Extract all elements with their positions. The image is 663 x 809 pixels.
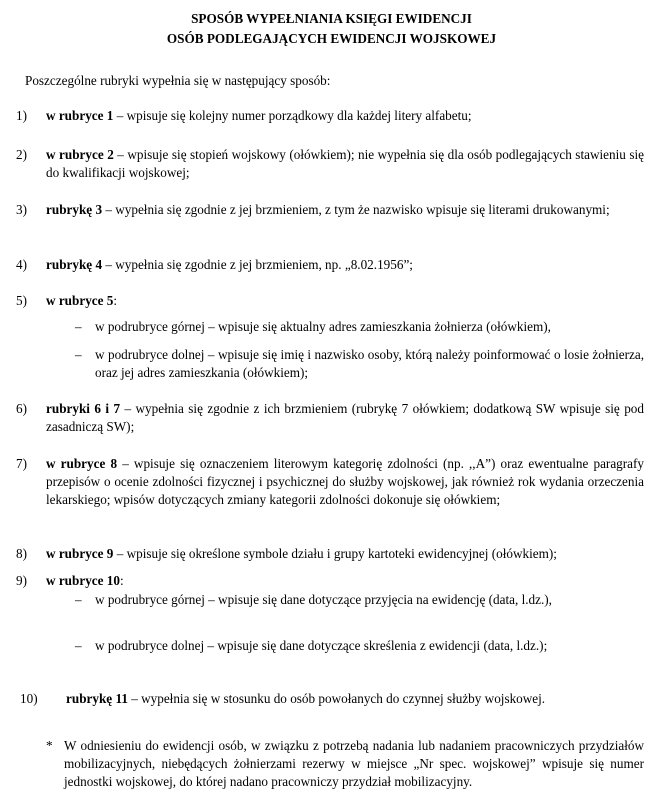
item-text: – wpisuje się oznaczeniem literowym kategorię zdolności (np. ,,A”) oraz ewentualne paragrafy przepisów o ocenie zdolności fizycznej i psychicznej do służby wojskowej, jak również rok wydania orzeczenia lekarskiego; wpisów dotyczących zmiany kategorii zdolności dokonuje się ołówkiem; [46, 456, 645, 507]
list-item-5 [16, 292, 644, 310]
item-text: – wpisuje się kolejny numer porządkowy dla każdej litery alfabetu; [113, 108, 472, 123]
dash-bullet: – [75, 638, 82, 653]
item-number: 10) [20, 691, 38, 706]
list-item-1 [16, 107, 644, 125]
footnote-asterisk: * [46, 738, 53, 753]
dash-bullet: – [75, 592, 82, 607]
list-item-6 [16, 400, 644, 436]
item-heading: w rubryce 10 [46, 573, 120, 588]
document-title [0, 9, 663, 49]
item-heading: rubrykę 4 [46, 257, 103, 272]
sub-item-9-lower [75, 637, 644, 655]
footnote [46, 737, 644, 791]
item-number: 3) [16, 202, 27, 217]
sub-item-text: w podrubryce górnej – wpisuje się aktualny adres zamieszkania żołnierza (ołówkiem), [95, 319, 551, 334]
sub-item-9-upper [75, 591, 644, 609]
item-text: : [119, 573, 124, 588]
item-number: 4) [16, 257, 27, 272]
item-number: 8) [16, 546, 27, 561]
sub-item-text: w podrubryce górnej – wpisuje się dane dotyczące przyjęcia na ewidencję (data, l.dz.), [95, 592, 552, 607]
item-heading: rubrykę 3 [46, 202, 103, 217]
item-text: – wpisuje się stopień wojskowy (ołówkiem); nie wypełnia się dla osób podlegających stawieniu się do kwalifikacji wojskowej; [46, 147, 644, 180]
item-number: 9) [16, 573, 27, 588]
item-text: – wypełnia się zgodnie z jej brzmieniem, np. „8.02.1956”; [102, 257, 413, 272]
item-text: – wpisuje się określone symbole działu i grupy kartoteki ewidencyjnej (ołówkiem); [113, 546, 557, 561]
list-item-3 [16, 201, 644, 219]
footnote-text: W odniesieniu do ewidencji osób, w związku z potrzebą nadania lub nadaniem pracowniczych przydziałów mobilizacyjnych, niebędących żołnierzami rezerwy w miejsce „Nr spec. wojskowej” wpisuje się numer jednostki wojskowej, do której nadano pracowniczy przydział mobilizacyjny. [64, 738, 644, 789]
list-item-2 [16, 146, 644, 182]
item-text: – wypełnia się w stosunku do osób powołanych do czynnej służby wojskowej. [127, 691, 546, 706]
sub-item-5-lower [75, 346, 644, 382]
item-text: : [113, 293, 118, 308]
item-heading: rubryki 6 i 7 [46, 401, 121, 416]
item-heading: w rubryce 5 [46, 293, 114, 308]
title-line-1: SPOSÓB WYPEŁNIANIA KSIĘGI EWIDENCJI [191, 11, 472, 26]
sub-item-5-upper [75, 318, 644, 336]
list-item-8 [16, 545, 644, 563]
list-item-9 [16, 572, 644, 590]
item-number: 1) [16, 108, 27, 123]
item-heading: w rubryce 8 [46, 456, 118, 471]
list-item-7 [16, 455, 645, 509]
list-item-10 [20, 690, 644, 708]
item-number: 7) [16, 456, 27, 471]
item-heading: w rubryce 9 [46, 546, 114, 561]
sub-item-text: w podrubryce dolnej – wpisuje się imię i nazwisko osoby, którą należy poinformować o losie żołnierza, oraz jej adres zamieszkania (ołówkiem); [95, 347, 644, 380]
item-text: – wypełnia się zgodnie z ich brzmieniem (rubrykę 7 ołówkiem; dodatkową SW wpisuje się pod zasadniczą SW); [46, 401, 644, 434]
item-text: – wypełnia się zgodnie z jej brzmieniem, z tym że nazwisko wpisuje się literami drukowanymi; [102, 202, 610, 217]
item-heading: rubrykę 11 [66, 691, 128, 706]
dash-bullet: – [75, 347, 82, 362]
title-line-2: OSÓB PODLEGAJĄCYCH EWIDENCJI WOJSKOWEJ [166, 31, 497, 46]
intro-text: Poszczególne rubryki wypełnia się w następujący sposób: [25, 73, 331, 88]
item-heading: w rubryce 2 [46, 147, 114, 162]
item-number: 2) [16, 147, 27, 162]
dash-bullet: – [75, 319, 82, 334]
item-number: 5) [16, 293, 27, 308]
list-item-4 [16, 256, 644, 274]
item-number: 6) [16, 401, 27, 416]
item-heading: w rubryce 1 [46, 108, 114, 123]
sub-item-text: w podrubryce dolnej – wpisuje się dane dotyczące skreślenia z ewidencji (data, l.dz.); [95, 638, 548, 653]
